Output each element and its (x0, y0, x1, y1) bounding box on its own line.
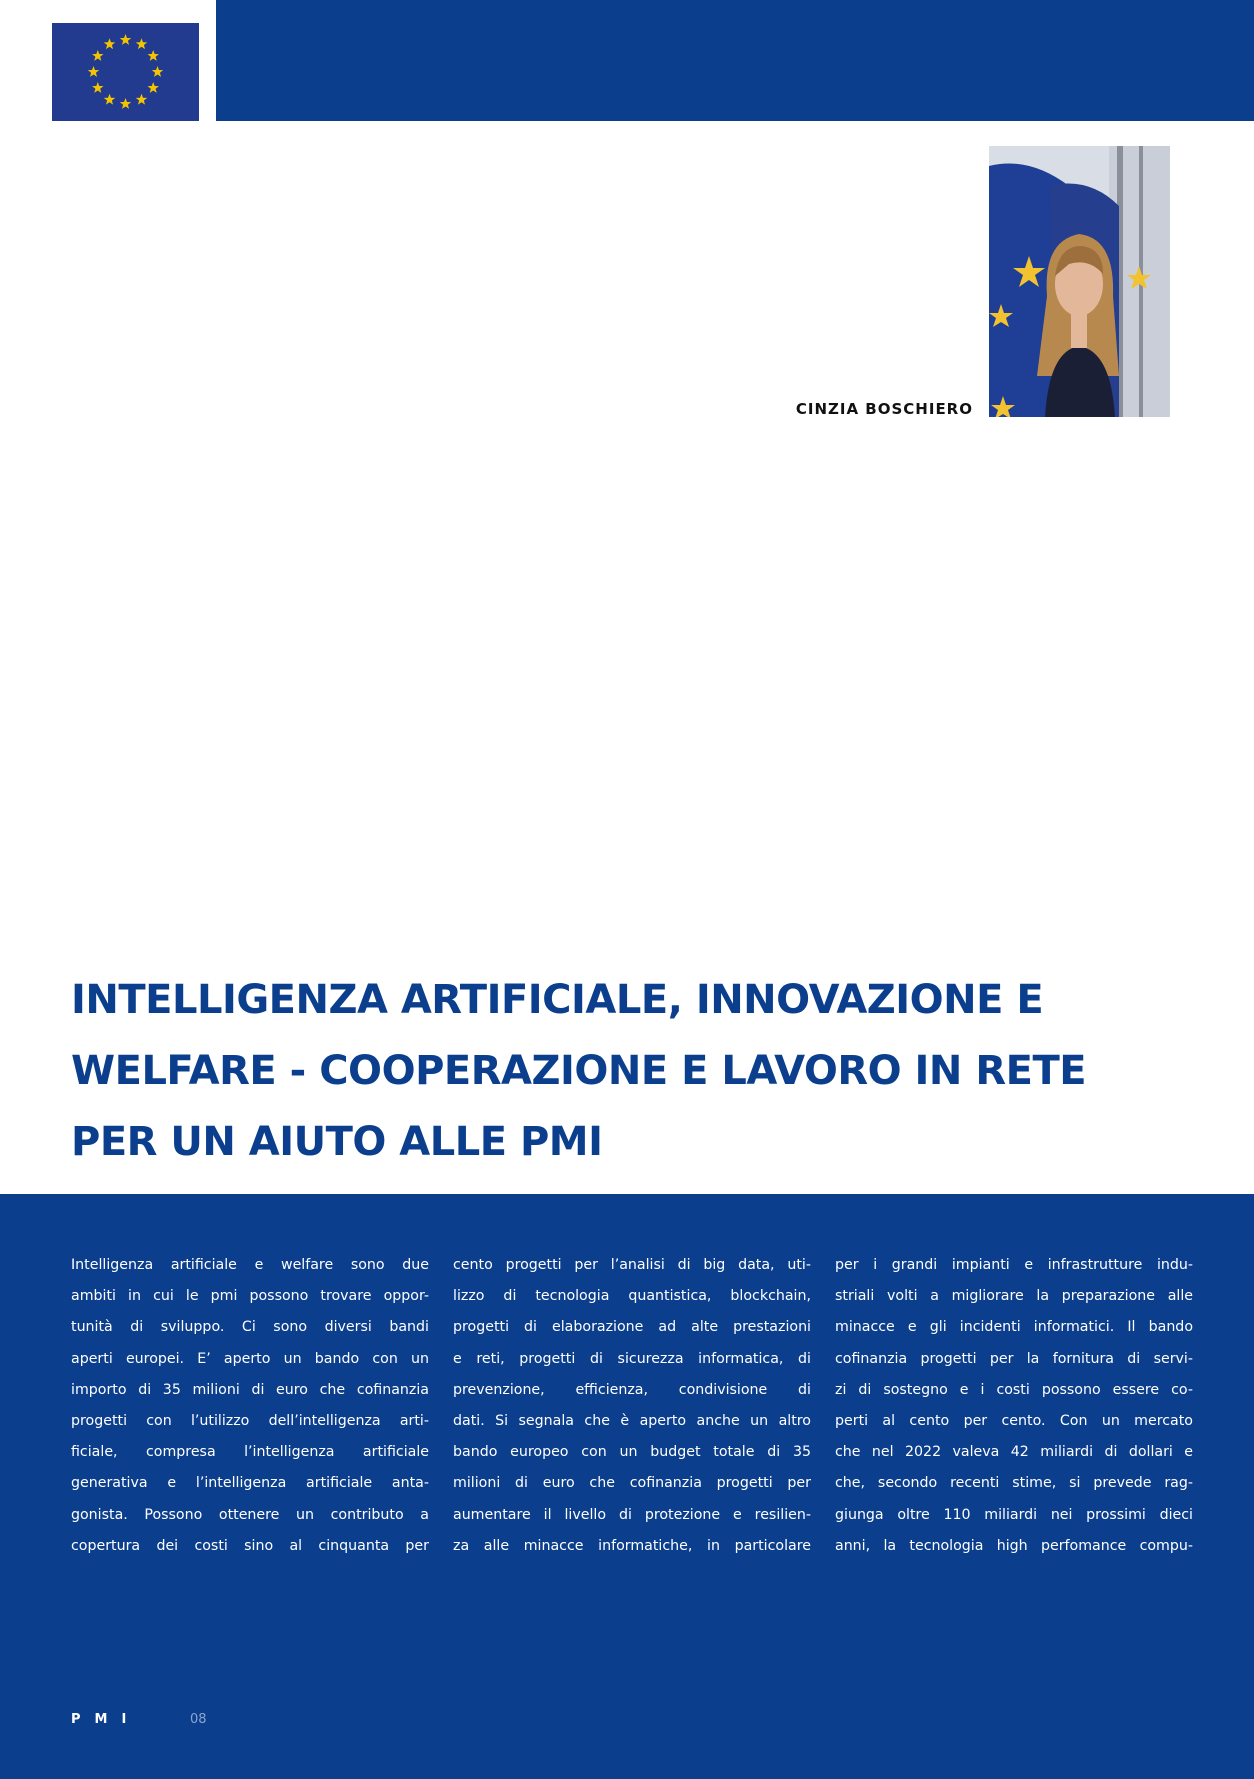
body-line: copertura dei costi sino al cinquanta per (71, 1537, 429, 1554)
portrait-illustration (989, 146, 1170, 417)
body-line: aperti europei. E’ aperto un bando con un (71, 1350, 429, 1367)
author-portrait-photo (989, 146, 1170, 417)
body-line: progetti con l’utilizzo dell’intelligenza arti- (71, 1412, 429, 1429)
body-line: che, secondo recenti stime, si prevede rag- (835, 1475, 1193, 1492)
flag-star (120, 34, 131, 45)
body-line: anni, la tecnologia high perfomance compu- (835, 1537, 1193, 1554)
flag-star (92, 50, 103, 61)
body-column-1 (71, 1250, 429, 1562)
body-line: dati. Si segnala che è aperto anche un altro (453, 1412, 811, 1429)
footer-page-number: 08 (190, 1712, 207, 1727)
title-line: INTELLIGENZA ARTIFICIALE, INNOVAZIONE E (71, 977, 1044, 1023)
body-line: Intelligenza artificiale e welfare sono due (71, 1257, 429, 1273)
body-line: striali volti a migliorare la preparazione alle (835, 1288, 1193, 1305)
body-line: minacce e gli incidenti informatici. Il bando (835, 1319, 1193, 1336)
flag-star (136, 94, 147, 105)
body-line: gonista. Possono ottenere un contributo a (71, 1506, 429, 1523)
flag-star (104, 94, 115, 105)
body-line: progetti di elaborazione ad alte prestazioni (453, 1319, 811, 1336)
title-line: PER UN AIUTO ALLE PMI (71, 1119, 603, 1165)
body-line: tunità di sviluppo. Ci sono diversi bandi (71, 1319, 429, 1336)
article-title (71, 965, 1231, 1178)
body-line: bando europeo con un budget totale di 35 (453, 1444, 811, 1461)
body-line: cento progetti per l’analisi di big data, uti- (453, 1257, 811, 1273)
flag-star (104, 38, 115, 49)
flag-star (148, 50, 159, 61)
body-line: ficiale, compresa l’intelligenza artificiale (71, 1444, 429, 1461)
body-line: aumentare il livello di protezione e resilien- (453, 1506, 811, 1523)
body-line: perti al cento per cento. Con un mercato (835, 1412, 1193, 1429)
body-column-3 (835, 1250, 1193, 1562)
body-line: giunga oltre 110 miliardi nei prossimi dieci (835, 1506, 1193, 1523)
author-name: CINZIA BOSCHIERO (795, 400, 973, 418)
flag-star (120, 98, 131, 109)
body-line: prevenzione, efficienza, condivisione di (453, 1381, 811, 1398)
body-line: lizzo di tecnologia quantistica, blockchain, (453, 1288, 811, 1305)
eu-flag-icon (52, 23, 199, 121)
title-line: WELFARE - COOPERAZIONE E LAVORO IN RETE (71, 1048, 1087, 1094)
header-bar (216, 0, 1254, 121)
flag-star (136, 38, 147, 49)
flag-star (148, 82, 159, 93)
footer-magazine-label: PMI (71, 1712, 141, 1727)
body-line: generativa e l’intelligenza artificiale anta- (71, 1475, 429, 1492)
body-column-2 (453, 1250, 811, 1562)
body-line: za alle minacce informatiche, in particolare (453, 1537, 811, 1554)
body-line: che nel 2022 valeva 42 miliardi di dollari e (835, 1444, 1193, 1461)
flag-star (152, 66, 163, 77)
body-line: zi di sostegno e i costi possono essere co- (835, 1381, 1193, 1398)
eu-flag-stars (52, 23, 199, 121)
body-line: ambiti in cui le pmi possono trovare oppor- (71, 1288, 429, 1305)
body-line: per i grandi impianti e infrastrutture indu- (835, 1257, 1193, 1273)
body-line: importo di 35 milioni di euro che cofinanzia (71, 1381, 429, 1398)
body-line: cofinanzia progetti per la fornitura di servi- (835, 1350, 1193, 1367)
body-line: milioni di euro che cofinanzia progetti per (453, 1475, 811, 1492)
body-line: e reti, progetti di sicurezza informatica, di (453, 1350, 811, 1367)
flag-star (88, 66, 99, 77)
flag-star (92, 82, 103, 93)
